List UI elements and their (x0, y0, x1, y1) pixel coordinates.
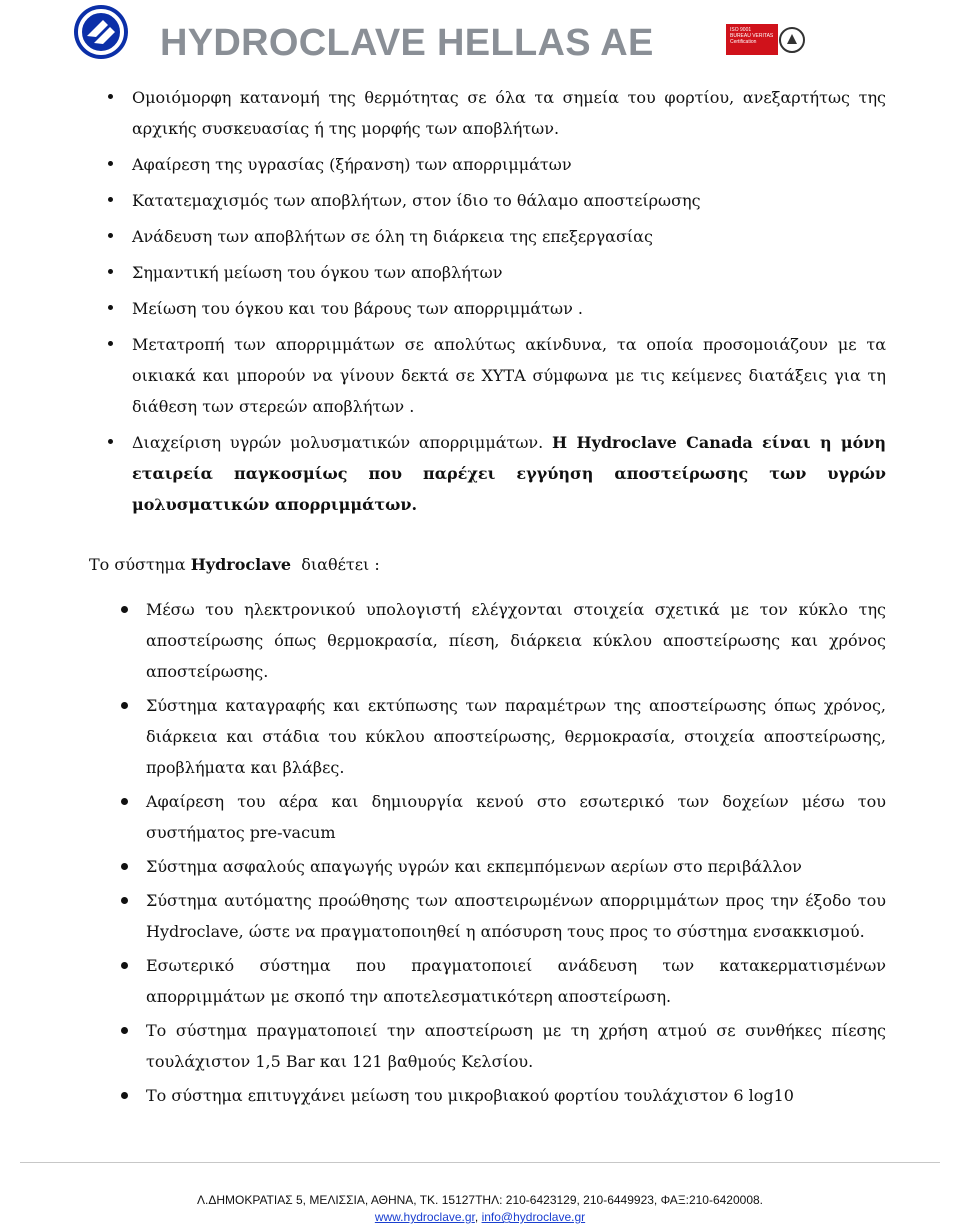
footer-divider (20, 1162, 940, 1163)
cert-line: Certification (730, 39, 757, 45)
list-item: Σύστημα ασφαλούς απαγωγής υγρών και εκπεμπόμενων αερίων στο περιβάλλον (146, 851, 886, 882)
list-item: Μετατροπή των απορριμμάτων σε απολύτως ακίνδυνα, τα οποία προσομοιάζουν με τα οικιακά και μπορούν να γίνουν δεκτά σε ΧΥΤΑ σύμφωνα με τις κείμενες διατάξεις για τη διάθεση των στερεών αποβλήτων . (132, 329, 886, 422)
list-item: Εσωτερικό σύστημα που πραγματοποιεί ανάδευση των κατακερματισμένων απορριμμάτων με σκοπό την αποτελεσματικότερη αποστείρωση. (146, 950, 886, 1012)
list-item: Μέσω του ηλεκτρονικού υπολογιστή ελέγχονται στοιχεία σχετικά με τον κύκλο της αποστείρωσης όπως θερμοκρασία, πίεση, διάρκεια κύκλου αποστείρωσης και χρόνος αποστείρωσης. (146, 594, 886, 687)
intro-bold: Hydroclave (190, 555, 292, 574)
list-item: Σύστημα καταγραφής και εκτύπωσης των παραμέτρων της αποστείρωσης όπως χρόνος, διάρκεια και στάδια του κύκλου αποστείρωσης, θερμοκρασία, στοιχεία αποστείρωσης, προβλήματα και βλάβες. (146, 690, 886, 783)
hydroclave-logo-icon (72, 3, 130, 61)
page-footer (0, 1192, 960, 1226)
list-item (132, 427, 886, 520)
document-body (0, 82, 960, 1114)
list-item: Σημαντική μείωση του όγκου των αποβλήτων (132, 257, 886, 288)
feature-list-top (0, 82, 960, 520)
website-link[interactable]: www.hydroclave.gr (374, 1210, 475, 1224)
certification-badge (726, 24, 808, 58)
list-item: Αφαίρεση του αέρα και δημιουργία κενού στο εσωτερικό των δοχείων μέσω του συστήματος pre-vacum (146, 786, 886, 848)
list-item: Ανάδευση των αποβλήτων σε όλη τη διάρκεια της επεξεργασίας (132, 221, 886, 252)
link-separator: , (474, 1210, 482, 1224)
footer-links (0, 1209, 960, 1226)
cert-label (726, 24, 778, 55)
cert-line: ISO 9001 (730, 27, 752, 33)
company-name: HYDROCLAVE HELLAS AE (160, 22, 654, 64)
feature-list-bottom (0, 594, 960, 1111)
list-item: Ομοιόμορφη κατανομή της θερμότητας σε όλα τα σημεία του φορτίου, ανεξαρτήτως της αρχικής συσκευασίας ή της μορφής των αποβλήτων. (132, 82, 886, 144)
footer-address: Λ.ΔΗΜΟΚΡΑΤΙΑΣ 5, ΜΕΛΙΣΣΙΑ, ΑΘΗΝΑ, ΤΚ. 15127ΤΗΛ: 210-6423129, 210-6449923, ΦΑΞ:210-6420008. (196, 1193, 764, 1207)
page-header (0, 0, 960, 80)
list-item: Αφαίρεση της υγρασίας (ξήρανση) των απορριμμάτων (132, 149, 886, 180)
list-item: Μείωση του όγκου και του βάρους των απορριμμάτων . (132, 293, 886, 324)
list-item-text: Διαχείριση υγρών μολυσματικών απορριμμάτων. (132, 433, 544, 452)
list-item-bold-text: Η Hydroclave Canada είναι η μόνη εταιρεία παγκοσμίως που παρέχει εγγύηση αποστείρωσης των υγρών μολυσματικών απορριμμάτων. (132, 433, 886, 514)
system-intro (89, 549, 960, 580)
list-item: Κατατεμαχισμός των αποβλήτων, στον ίδιο το θάλαμο αποστείρωσης (132, 185, 886, 216)
intro-suffix: διαθέτει : (291, 555, 380, 574)
email-link[interactable]: info@hydroclave.gr (481, 1210, 586, 1224)
list-item: Το σύστημα πραγματοποιεί την αποστείρωση με τη χρήση ατμού σε συνθήκες πίεσης τουλάχιστον 1,5 Bar και 121 βαθμούς Κελσίου. (146, 1015, 886, 1077)
cert-line: BUREAU VERITAS (730, 33, 774, 39)
list-item: Το σύστημα επιτυγχάνει μείωση του μικροβιακού φορτίου τουλάχιστον 6 log10 (146, 1080, 886, 1111)
list-item: Σύστημα αυτόματης προώθησης των αποστειρωμένων απορριμμάτων προς την έξοδο του Hydroclave, ώστε να πραγματοποιηθεί η απόσυρση τους προς το σύστημα ενσακκισμού. (146, 885, 886, 947)
intro-prefix: Το σύστημα (89, 555, 191, 574)
bureau-veritas-seal-icon (778, 26, 806, 54)
